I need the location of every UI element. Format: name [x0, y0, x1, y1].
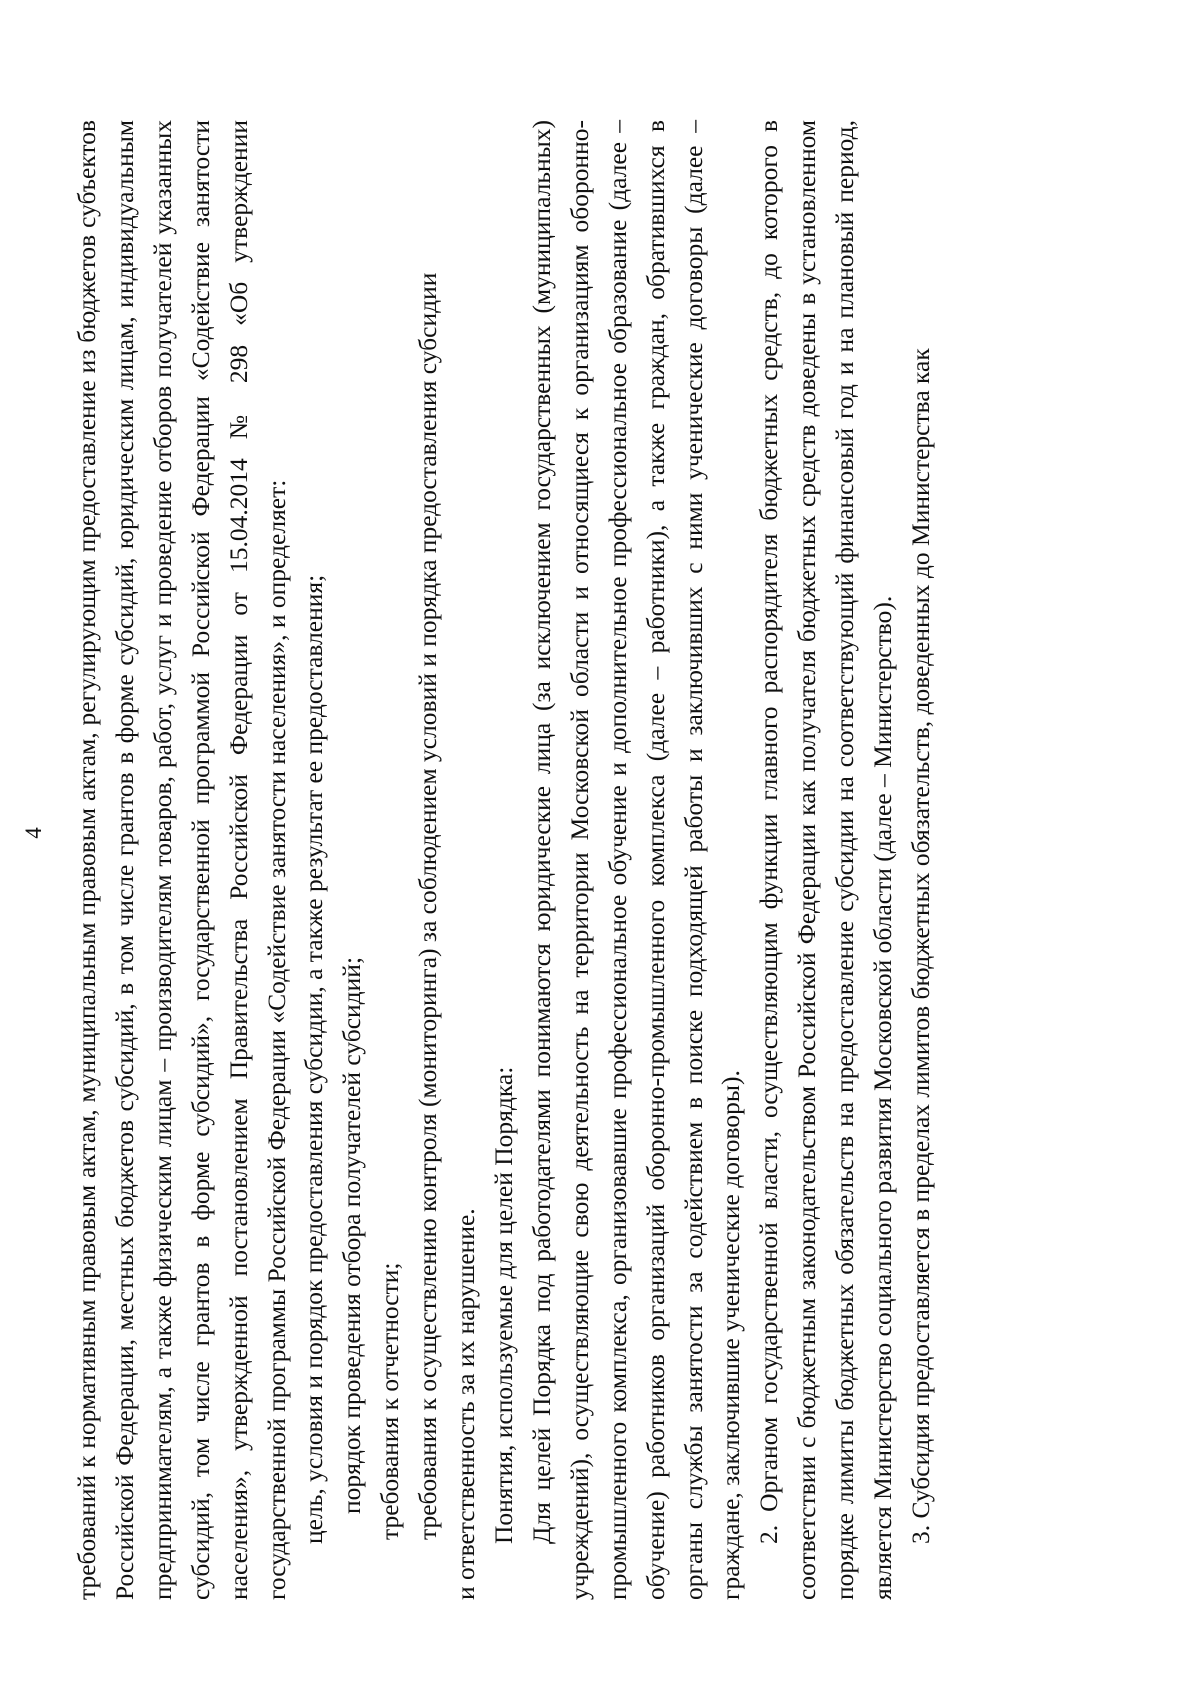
paragraph-2-authority: 2. Органом государственной власти, осуществляющим функции главного распорядителя бюджетных средств, до которого в соответствии с бюджетным законодательством Российской Федерации как получателя бюджетных средств доведены в установленном порядке лимиты бюджетных обязательств на предоставление субсидии на соответствующий финансовый год и на плановый период, является Министерство социального развития Московской области (далее – Министерство).: [754, 120, 898, 1600]
document-body: [0, 120, 1200, 1660]
paragraph-goal-conditions: цель, условия и порядок предоставления субсидии, а также результат ее предоставления;: [299, 574, 329, 1544]
rotated-page-content: [0, 20, 1200, 1660]
paragraph-control-requirements: требования к осуществлению контроля (мониторинга) за соблюдением условий и порядка предоставления субсидии: [413, 272, 443, 1540]
page-number: 4: [20, 827, 46, 839]
paragraph-employers-definition: Для целей Порядка под работодателями понимаются юридические лица (за исключением государственных (муниципальных) учреждений), осуществляющие свою деятельность на территории Московской области и относящиеся к организациям оборонно-промышленного комплекса, организовавшие профессиональное обучение и дополнительное профессиональное образование (далее – обучение) работников организаций оборонно-промышленного комплекса (далее – работники), а также граждан, обратившихся в органы службы занятости за содействием в поиске подходящей работы и заключивших с ними ученические договоры (далее – граждане, заключившие ученические договоры).: [526, 120, 746, 1600]
paragraph-requirements-intro: требований к нормативным правовым актам, муниципальным правовым актам, регулирующим предоставление из бюджетов субъектов Российской Федерации, местных бюджетов субсидий, в том числе грантов в форме субсидий, юридическим лицам, индивидуальным предпринимателям, а также физическим лицам – производителям товаров, работ, услуг и проведение отборов получателей указанных субсидий, том числе грантов в форме субсидий», государственной программой Российской Федерации «Содействие занятости населения», утвержденной постановлением Правительства Российской Федерации от 15.04.2014 № 298 «Об утверждении государственной программы Российской Федерации «Содействие занятости населения», и определяет:: [72, 120, 291, 1600]
paragraph-3-subsidy: 3. Субсидия предоставляется в пределах лимитов бюджетных обязательств, доведенных до Министерства как: [905, 348, 935, 1544]
paragraph-definitions-heading: Понятия, используемые для целей Порядка:: [488, 1066, 518, 1544]
paragraph-reporting: требования к отчетности;: [375, 1262, 405, 1540]
paragraph-responsibility: и ответственность за их нарушение.: [451, 1208, 481, 1600]
paragraph-selection-procedure: порядок проведения отбора получателей субсидий;: [337, 956, 367, 1514]
